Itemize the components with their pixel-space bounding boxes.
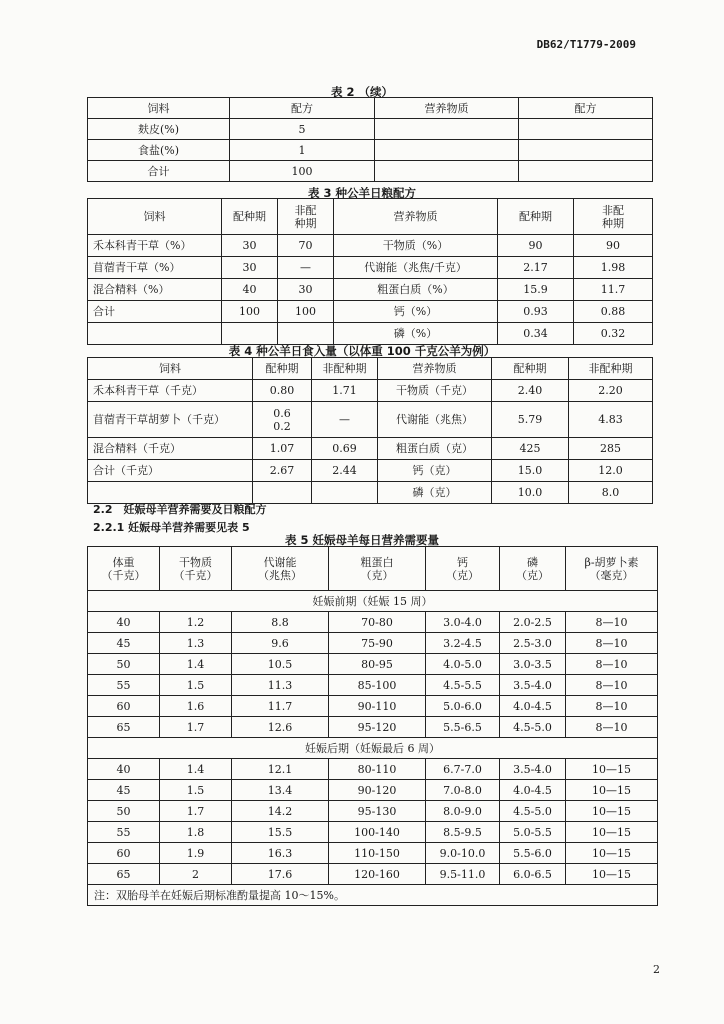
table-cell (519, 140, 653, 161)
table-cell: 70-80 (329, 612, 426, 633)
table-cell: 12.1 (232, 759, 329, 780)
table-cell: 0.34 (498, 323, 574, 345)
table-cell: 2.44 (312, 460, 378, 482)
table-cell: 苜蓿青干草（%） (88, 257, 222, 279)
table-cell: 1.2 (160, 612, 232, 633)
table-cell: 磷（%） (334, 323, 498, 345)
table-cell: 95-130 (329, 801, 426, 822)
table-cell: 粗蛋白质（克） (378, 438, 492, 460)
table-row (88, 161, 653, 182)
table-cell: 5.79 (492, 402, 569, 438)
table-cell: 1.7 (160, 801, 232, 822)
table-cell: 11.7 (574, 279, 653, 301)
table-cell: 混合精料（%） (88, 279, 222, 301)
table-cell: 1.9 (160, 843, 232, 864)
table-cell: 14.2 (232, 801, 329, 822)
table-cell: 8—10 (566, 717, 658, 738)
table-cell: 9.6 (232, 633, 329, 654)
group-label-late-pregnancy: 妊娠后期（妊娠最后 6 周） (88, 738, 658, 759)
table-cell: 9.0-10.0 (426, 843, 500, 864)
table-row (88, 633, 658, 654)
table-row (88, 257, 653, 279)
table-cell: 8.0-9.0 (426, 801, 500, 822)
table-cell: 1.5 (160, 675, 232, 696)
table-cell: 1.3 (160, 633, 232, 654)
table-cell: 110-150 (329, 843, 426, 864)
table-cell: 0.88 (574, 301, 653, 323)
table4-header-cell: 营养物质 (378, 358, 492, 380)
table-cell: 11.7 (232, 696, 329, 717)
table-cell: 2.20 (569, 380, 653, 402)
table-cell: 285 (569, 438, 653, 460)
table-cell: 混合精料（千克） (88, 438, 253, 460)
table-cell: 2.0-2.5 (500, 612, 566, 633)
table-cell: 40 (88, 759, 160, 780)
table-cell: 65 (88, 717, 160, 738)
table-cell: 75-90 (329, 633, 426, 654)
table-cell (519, 161, 653, 182)
table-cell: 8—10 (566, 675, 658, 696)
table-cell: 13.4 (232, 780, 329, 801)
table2-header-cell: 饲料 (88, 98, 230, 119)
table-cell: 禾本科青干草（%） (88, 235, 222, 257)
table-cell: 3.0-4.0 (426, 612, 500, 633)
table4-header-row (88, 358, 653, 380)
table-cell (519, 119, 653, 140)
table-row (88, 780, 658, 801)
table-cell: 10—15 (566, 801, 658, 822)
table-row (88, 380, 653, 402)
table-cell: 10.5 (232, 654, 329, 675)
table-cell: 4.5-5.5 (426, 675, 500, 696)
table-cell: 4.0-4.5 (500, 696, 566, 717)
table5-header-row (88, 547, 658, 591)
table5-caption: 表 5 妊娠母羊每日营养需要量 (284, 533, 439, 547)
table4 (87, 357, 653, 504)
table-cell: 8.5-9.5 (426, 822, 500, 843)
group-row (88, 591, 658, 612)
table-row (88, 843, 658, 864)
table-row (88, 301, 653, 323)
table-cell: 4.0-4.5 (500, 780, 566, 801)
table-row (88, 140, 653, 161)
table-cell: 6.0-6.5 (500, 864, 566, 885)
table-cell: 钙（克） (378, 460, 492, 482)
table-cell: 1.07 (253, 438, 312, 460)
table-row (88, 759, 658, 780)
table-cell: 钙（%） (334, 301, 498, 323)
table-row (88, 675, 658, 696)
table-cell: 0.69 (312, 438, 378, 460)
table-row (88, 460, 653, 482)
table-cell: 3.5-4.0 (500, 675, 566, 696)
table-cell: 10—15 (566, 780, 658, 801)
table5 (87, 546, 658, 906)
table4-header-cell: 配种期 (253, 358, 312, 380)
table-cell: 2.67 (253, 460, 312, 482)
table-cell: 90-120 (329, 780, 426, 801)
table-row (88, 654, 658, 675)
table-cell: 50 (88, 654, 160, 675)
table-cell: 15.9 (498, 279, 574, 301)
table-row (88, 235, 653, 257)
table-cell: 6.7-7.0 (426, 759, 500, 780)
table-cell: 0.93 (498, 301, 574, 323)
table2-header-cell: 营养物质 (375, 98, 519, 119)
table-cell: 40 (222, 279, 278, 301)
table-cell: 3.0-3.5 (500, 654, 566, 675)
table-cell: 合计（千克） (88, 460, 253, 482)
table-cell: 10—15 (566, 759, 658, 780)
table4-header-cell: 饲料 (88, 358, 253, 380)
table5-header-cell: β-胡萝卜素 （毫克） (566, 547, 658, 591)
table-cell: 45 (88, 780, 160, 801)
group-label-early-pregnancy: 妊娠前期（妊娠 15 周） (88, 591, 658, 612)
table-cell: 代谢能（兆焦/千克） (334, 257, 498, 279)
table-cell: 8—10 (566, 696, 658, 717)
table-cell: 17.6 (232, 864, 329, 885)
group-row (88, 738, 658, 759)
table-row (88, 822, 658, 843)
table-cell: 45 (88, 633, 160, 654)
table5-header-cell: 钙 （克） (426, 547, 500, 591)
table-cell: 30 (222, 235, 278, 257)
table-cell: 8—10 (566, 633, 658, 654)
table-cell: 3.5-4.0 (500, 759, 566, 780)
table-row (88, 612, 658, 633)
table-cell: 1.71 (312, 380, 378, 402)
table-cell: 粗蛋白质（%） (334, 279, 498, 301)
table-cell: 2.5-3.0 (500, 633, 566, 654)
page-number: 2 (653, 963, 660, 976)
table-cell (375, 161, 519, 182)
table-cell: 8.0 (569, 482, 653, 504)
table-cell: 10—15 (566, 822, 658, 843)
table-cell: 4.0-5.0 (426, 654, 500, 675)
table-cell: 12.0 (569, 460, 653, 482)
table-cell: 4.5-5.0 (500, 801, 566, 822)
table-cell: 70 (278, 235, 334, 257)
table-cell: 16.3 (232, 843, 329, 864)
table-row (88, 438, 653, 460)
table-cell: 40 (88, 612, 160, 633)
table-cell: 1.4 (160, 654, 232, 675)
table-cell (88, 323, 222, 345)
table-cell: 0.6 0.2 (253, 402, 312, 438)
table-cell: 15.5 (232, 822, 329, 843)
table-cell: 30 (222, 257, 278, 279)
table-cell: 禾本科青干草（千克） (88, 380, 253, 402)
table3-header-cell: 非配 种期 (278, 199, 334, 235)
table-cell: 1 (230, 140, 375, 161)
table2-caption: 表 2 （续） (330, 85, 393, 99)
table5-header-cell: 粗蛋白 （克） (329, 547, 426, 591)
table-cell: 60 (88, 843, 160, 864)
table5-header-cell: 代谢能 （兆焦） (232, 547, 329, 591)
table3-header-cell: 配种期 (222, 199, 278, 235)
table-cell: 1.6 (160, 696, 232, 717)
table-cell: 425 (492, 438, 569, 460)
table5-note-row (88, 885, 658, 906)
table5-note: 注：双胎母羊在妊娠后期标准酌量提高 10～15%。 (88, 885, 658, 906)
table3-header-cell: 非配 种期 (574, 199, 653, 235)
table-cell: 3.2-4.5 (426, 633, 500, 654)
table-cell: 代谢能（兆焦） (378, 402, 492, 438)
table-cell: 90 (574, 235, 653, 257)
table-cell (375, 140, 519, 161)
table-cell: 8.8 (232, 612, 329, 633)
table2 (87, 97, 653, 182)
table-cell: 11.3 (232, 675, 329, 696)
table-cell: 合计 (88, 161, 230, 182)
table-cell: 12.6 (232, 717, 329, 738)
table-cell: 0.80 (253, 380, 312, 402)
table-cell: 30 (278, 279, 334, 301)
table2-header-cell: 配方 (519, 98, 653, 119)
table5-header-cell: 磷 （克） (500, 547, 566, 591)
table-cell: 麸皮(%) (88, 119, 230, 140)
table-cell: 5.0-6.0 (426, 696, 500, 717)
table-row (88, 801, 658, 822)
table-cell: 干物质（千克） (378, 380, 492, 402)
table-cell: 15.0 (492, 460, 569, 482)
table4-header-cell: 非配种期 (312, 358, 378, 380)
table-cell: 1.4 (160, 759, 232, 780)
table-cell (375, 119, 519, 140)
table-cell: 1.7 (160, 717, 232, 738)
table-cell: 8—10 (566, 612, 658, 633)
section-heading-2-2-1: 2.2.1 妊娠母羊营养需要见表 5 (93, 521, 250, 534)
table-cell: — (312, 402, 378, 438)
table-cell: 合计 (88, 301, 222, 323)
table3-header-cell: 配种期 (498, 199, 574, 235)
table-cell: 55 (88, 822, 160, 843)
table3-header-cell: 营养物质 (334, 199, 498, 235)
table-cell: 5 (230, 119, 375, 140)
table5-header-cell: 体重 （千克） (88, 547, 160, 591)
table-cell: 10.0 (492, 482, 569, 504)
table-cell: 100-140 (329, 822, 426, 843)
table-cell: 95-120 (329, 717, 426, 738)
table-cell: 5.5-6.0 (500, 843, 566, 864)
table-cell: 苜蓿青干草胡萝卜（千克） (88, 402, 253, 438)
table-row (88, 119, 653, 140)
table-cell: 食盐(%) (88, 140, 230, 161)
table-cell: 50 (88, 801, 160, 822)
table-cell: 10—15 (566, 843, 658, 864)
table-cell: 2.17 (498, 257, 574, 279)
table-cell: 2.40 (492, 380, 569, 402)
table2-header-cell: 配方 (230, 98, 375, 119)
table-cell: 4.5-5.0 (500, 717, 566, 738)
table-cell: — (278, 257, 334, 279)
table-cell: 7.0-8.0 (426, 780, 500, 801)
table-cell: 5.5-6.5 (426, 717, 500, 738)
table5-header-cell: 干物质 （千克） (160, 547, 232, 591)
table-cell: 90 (498, 235, 574, 257)
table-cell: 100 (222, 301, 278, 323)
table4-header-cell: 配种期 (492, 358, 569, 380)
table-cell: 磷（克） (378, 482, 492, 504)
table2-header-row (88, 98, 653, 119)
table-cell: 2 (160, 864, 232, 885)
table-cell: 8—10 (566, 654, 658, 675)
table-row (88, 717, 658, 738)
table-cell: 100 (278, 301, 334, 323)
table-row (88, 864, 658, 885)
table-row (88, 279, 653, 301)
table-cell: 80-110 (329, 759, 426, 780)
table3-caption: 表 3 种公羊日粮配方 (307, 186, 416, 200)
table4-header-cell: 非配种期 (569, 358, 653, 380)
table-cell: 干物质（%） (334, 235, 498, 257)
table-cell: 5.0-5.5 (500, 822, 566, 843)
table-cell: 90-110 (329, 696, 426, 717)
table-cell: 4.83 (569, 402, 653, 438)
table-cell: 100 (230, 161, 375, 182)
table-cell: 0.32 (574, 323, 653, 345)
table-row (88, 696, 658, 717)
table-cell: 1.5 (160, 780, 232, 801)
table-row (88, 402, 653, 438)
table-cell: 1.98 (574, 257, 653, 279)
table-cell: 120-160 (329, 864, 426, 885)
table-cell: 65 (88, 864, 160, 885)
table-row (88, 323, 653, 345)
table-cell (312, 482, 378, 504)
table-cell: 55 (88, 675, 160, 696)
section-heading-2-2: 2.2 妊娠母羊营养需要及日粮配方 (93, 503, 267, 516)
table3-header-cell: 饲料 (88, 199, 222, 235)
table-cell: 9.5-11.0 (426, 864, 500, 885)
table3-header-row (88, 199, 653, 235)
table-cell (278, 323, 334, 345)
table-cell: 60 (88, 696, 160, 717)
document-id: DB62/T1779-2009 (536, 38, 636, 51)
table-cell: 1.8 (160, 822, 232, 843)
table-cell: 80-95 (329, 654, 426, 675)
table3 (87, 198, 653, 345)
table-cell: 10—15 (566, 864, 658, 885)
table-cell: 85-100 (329, 675, 426, 696)
table4-caption: 表 4 种公羊日食入量（以体重 100 千克公羊为例） (228, 344, 496, 358)
table-cell (222, 323, 278, 345)
